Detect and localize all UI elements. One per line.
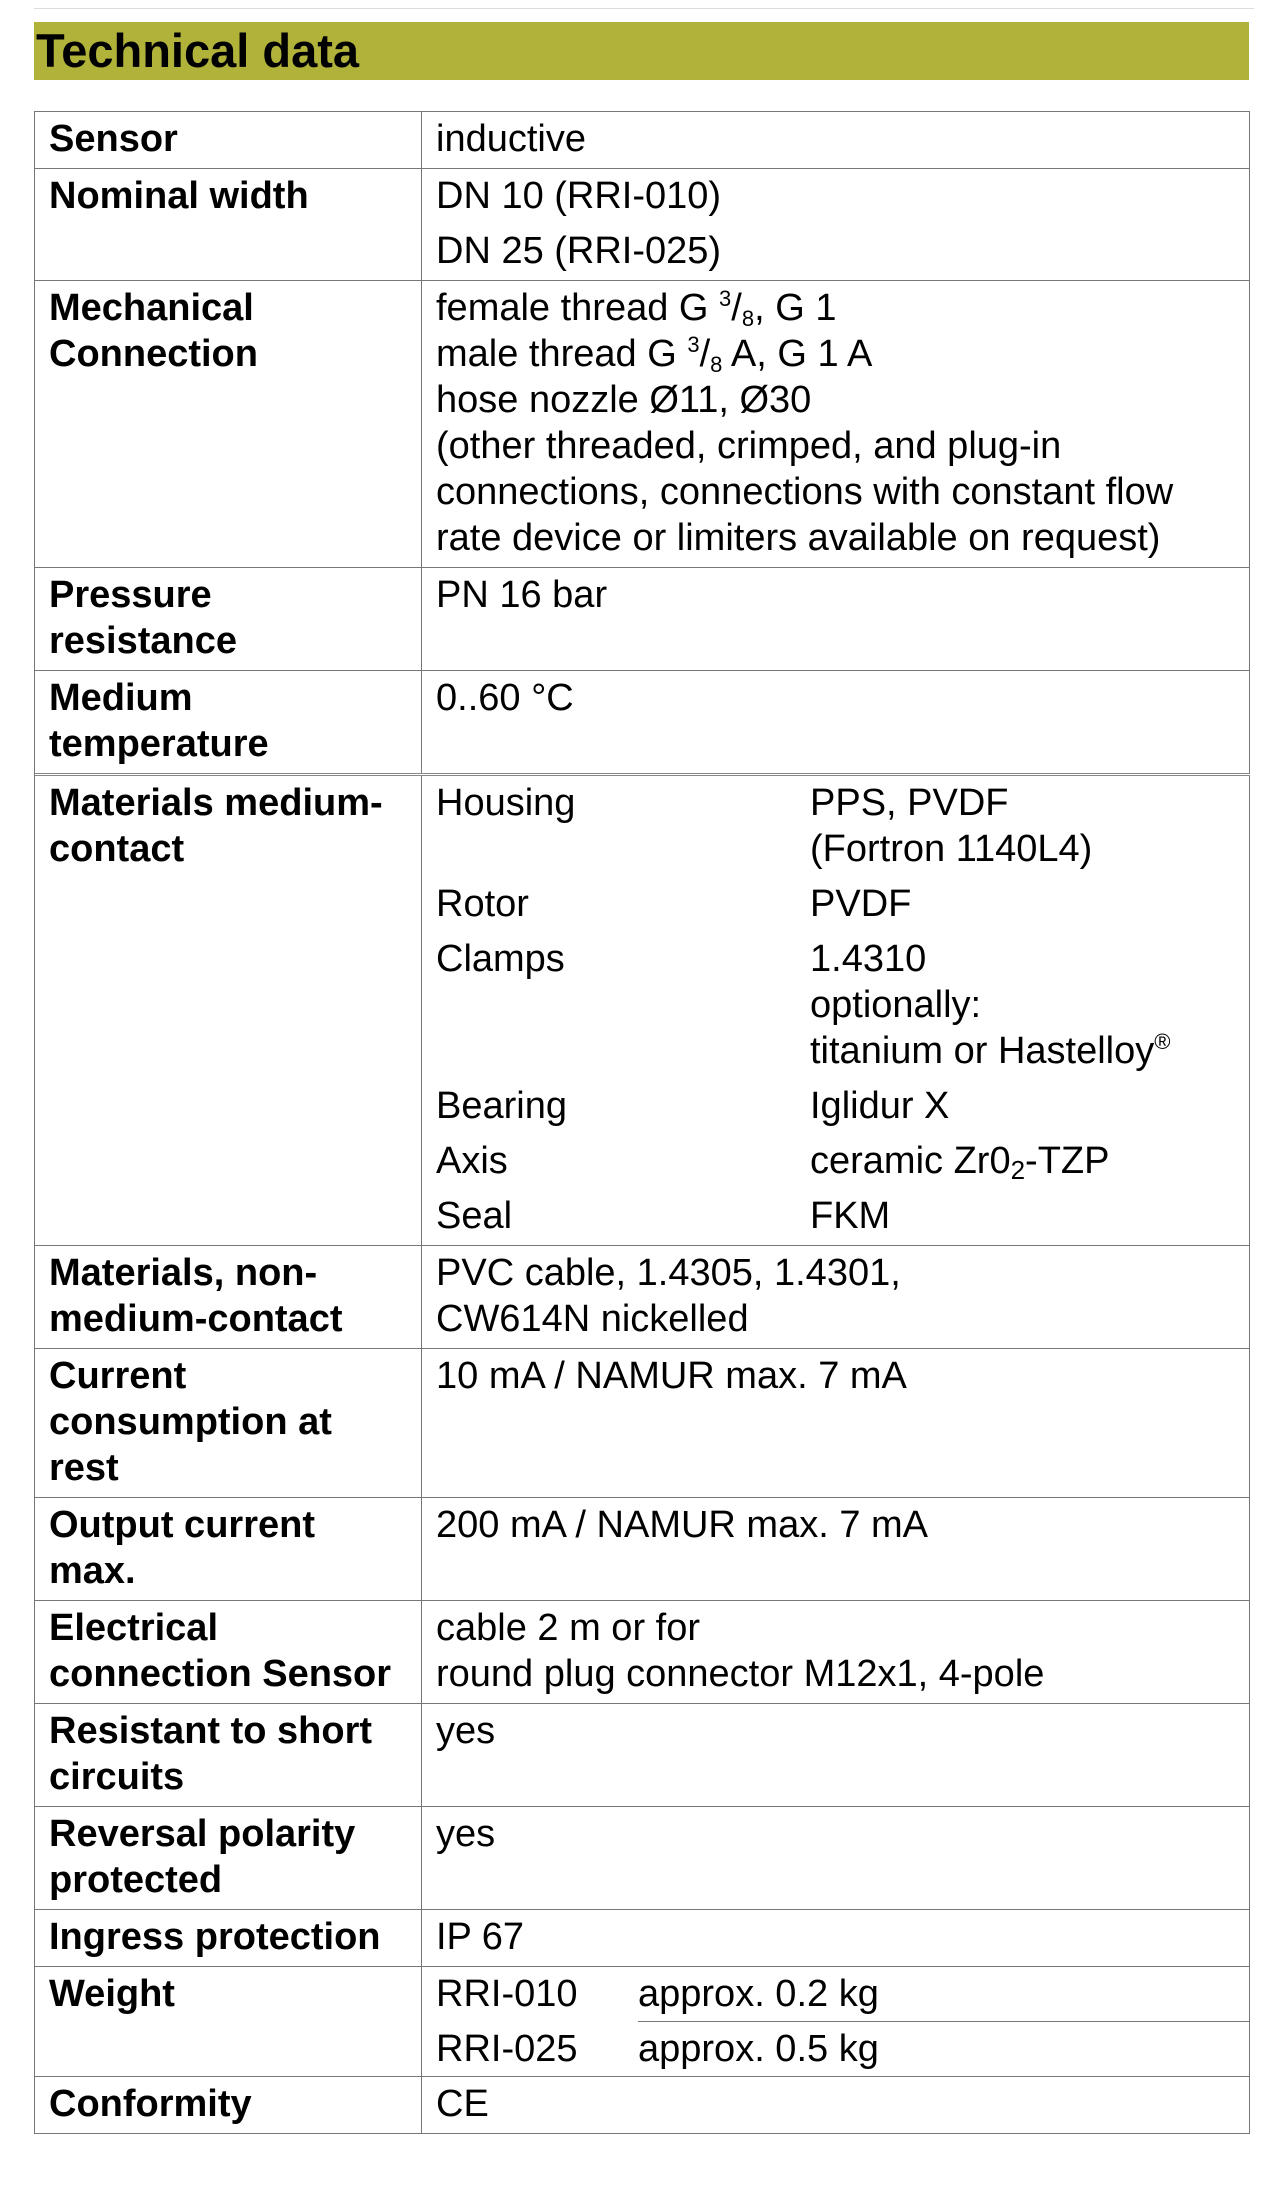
label-materials-contact: Materials medium-contact [35,776,422,1245]
label-sensor: Sensor [35,112,422,168]
mat-rotor-value: PVDF [810,883,912,925]
mat-housing-v2: (Fortron 1140L4) [810,828,1093,870]
weight-model-2: RRI-025 [436,2028,578,2070]
mat-clamps-key: Clamps [436,938,565,980]
weight-row-2 [422,2022,1249,2076]
value-nominal-width [422,169,1250,280]
row-conformity [35,2077,1250,2134]
mat-axis-post: -TZP [1025,1140,1110,1182]
mat-housing-value [810,780,1235,872]
label-current-consumption: Current consumption at rest [35,1349,422,1497]
weight-value-1: approx. 0.2 kg [638,1967,1249,2022]
label-short-circuit: Resistant to short circuits [35,1704,422,1806]
mat-seal-key: Seal [436,1195,513,1237]
row-pressure-resistance [35,568,1250,671]
mech-line-6: rate device or limiters available on request) [436,517,1161,559]
mat-housing-v1: PPS, PVDF [810,782,1009,824]
mat-clamps-v2: optionally: [810,984,982,1026]
row-materials-non-contact [35,1246,1250,1349]
technical-data-table [34,111,1250,2134]
row-electrical-connection [35,1601,1250,1704]
mech-l1-sup: 3 [719,286,732,311]
mat-housing-key: Housing [436,782,576,824]
row-short-circuit [35,1704,1250,1807]
mat-bearing-key: Bearing [436,1085,567,1127]
mech-l1-post: , G 1 [754,287,837,329]
label-medium-temperature: Medium temperature [35,671,422,773]
label-electrical-connection: Electrical connection Sensor [35,1601,422,1703]
mat-axis-value [810,1138,1235,1184]
label-mechanical-connection: Mechanical Connection [35,281,422,567]
value-current-consumption: 10 mA / NAMUR max. 7 mA [422,1349,1250,1497]
label-reverse-polarity: Reversal polarity protected [35,1807,422,1909]
electrical-line-2: round plug connector M12x1, 4-pole [436,1653,1045,1695]
section-header: Technical data [34,22,1249,80]
row-materials-contact [35,776,1250,1246]
mat-clamps-v1: 1.4310 [810,938,927,980]
value-reverse-polarity: yes [422,1807,1250,1909]
value-medium-temperature: 0..60 °C [422,671,1250,773]
weight-value-2: approx. 0.5 kg [638,2028,879,2070]
mat-housing [422,780,1249,872]
mech-l1-text: female thread G [436,287,720,329]
row-current-consumption [35,1349,1250,1498]
label-pressure-resistance: Pressure resistance [35,568,422,670]
mech-l1-sub: 8 [741,306,755,331]
mat-seal-value: FKM [810,1195,891,1237]
value-materials-non-contact [422,1246,1250,1348]
value-ingress: IP 67 [422,1910,1250,1966]
label-weight: Weight [35,1967,422,2076]
value-short-circuit: yes [422,1704,1250,1806]
nominal-width-line-2: DN 25 (RRI-025) [436,230,722,272]
electrical-line-1: cable 2 m or for [436,1607,700,1649]
nominal-width-line-1: DN 10 (RRI-010) [436,175,722,217]
mat-seal [422,1193,1249,1245]
row-ingress [35,1910,1250,1967]
mech-line-4: (other threaded, crimped, and plug-in [436,425,1062,467]
label-materials-non-contact: Materials, non-medium-contact [35,1246,422,1348]
mat-bearing [422,1083,1249,1129]
value-weight [422,1967,1250,2076]
label-nominal-width: Nominal width [35,169,422,280]
top-rule [34,8,1254,9]
mech-line-1: female thread G $^3/_8$, G 1 [436,286,837,331]
registered-mark: ® [1154,1029,1171,1054]
mech-l2-post: A, G 1 A [722,333,873,375]
mat-clamps [422,936,1249,1074]
mat-clamps-v3: titanium or Hastelloy [810,1030,1155,1072]
non-contact-line-2: CW614N nickelled [436,1298,749,1340]
mat-bearing-value: Iglidur X [810,1085,950,1127]
label-ingress: Ingress protection [35,1910,422,1966]
mat-axis-key: Axis [436,1140,508,1182]
mat-rotor [422,881,1249,927]
label-output-current: Output current max. [35,1498,422,1600]
row-reverse-polarity [35,1807,1250,1910]
non-contact-line-1: PVC cable, 1.4305, 1.4301, [436,1252,901,1294]
row-output-current [35,1498,1250,1601]
mech-line-2: male thread G $^3/_8$ A, G 1 A [436,332,873,377]
row-weight [35,1967,1250,2077]
weight-model-1: RRI-010 [436,1973,578,2015]
row-mechanical-connection [35,281,1250,568]
mech-l2-sub: 8 [710,352,723,377]
mat-rotor-key: Rotor [436,883,529,925]
value-output-current: 200 mA / NAMUR max. 7 mA [422,1498,1250,1600]
mech-line-5: connections, connections with constant flow [436,471,1174,513]
mat-clamps-v3-line [810,1028,1235,1074]
mat-axis-pre: ceramic Zr0 [810,1140,1011,1182]
value-sensor: inductive [422,112,1250,168]
mech-l2-sup: 3 [687,332,700,357]
row-sensor [35,112,1250,169]
mat-clamps-value [810,936,1235,1074]
mat-axis-sub: 2 [1010,1155,1026,1185]
value-mechanical-connection [422,281,1250,567]
mat-axis [422,1138,1249,1184]
value-electrical-connection [422,1601,1250,1703]
value-materials-contact [422,776,1250,1245]
row-medium-temperature [35,671,1250,776]
mech-line-3: hose nozzle Ø11, Ø30 [436,379,812,421]
mech-l2-text: male thread G [436,333,688,375]
label-conformity: Conformity [35,2077,422,2133]
row-nominal-width [35,169,1250,281]
weight-row-1 [422,1967,1249,2022]
value-conformity: CE [422,2077,1250,2133]
value-pressure-resistance: PN 16 bar [422,568,1250,670]
